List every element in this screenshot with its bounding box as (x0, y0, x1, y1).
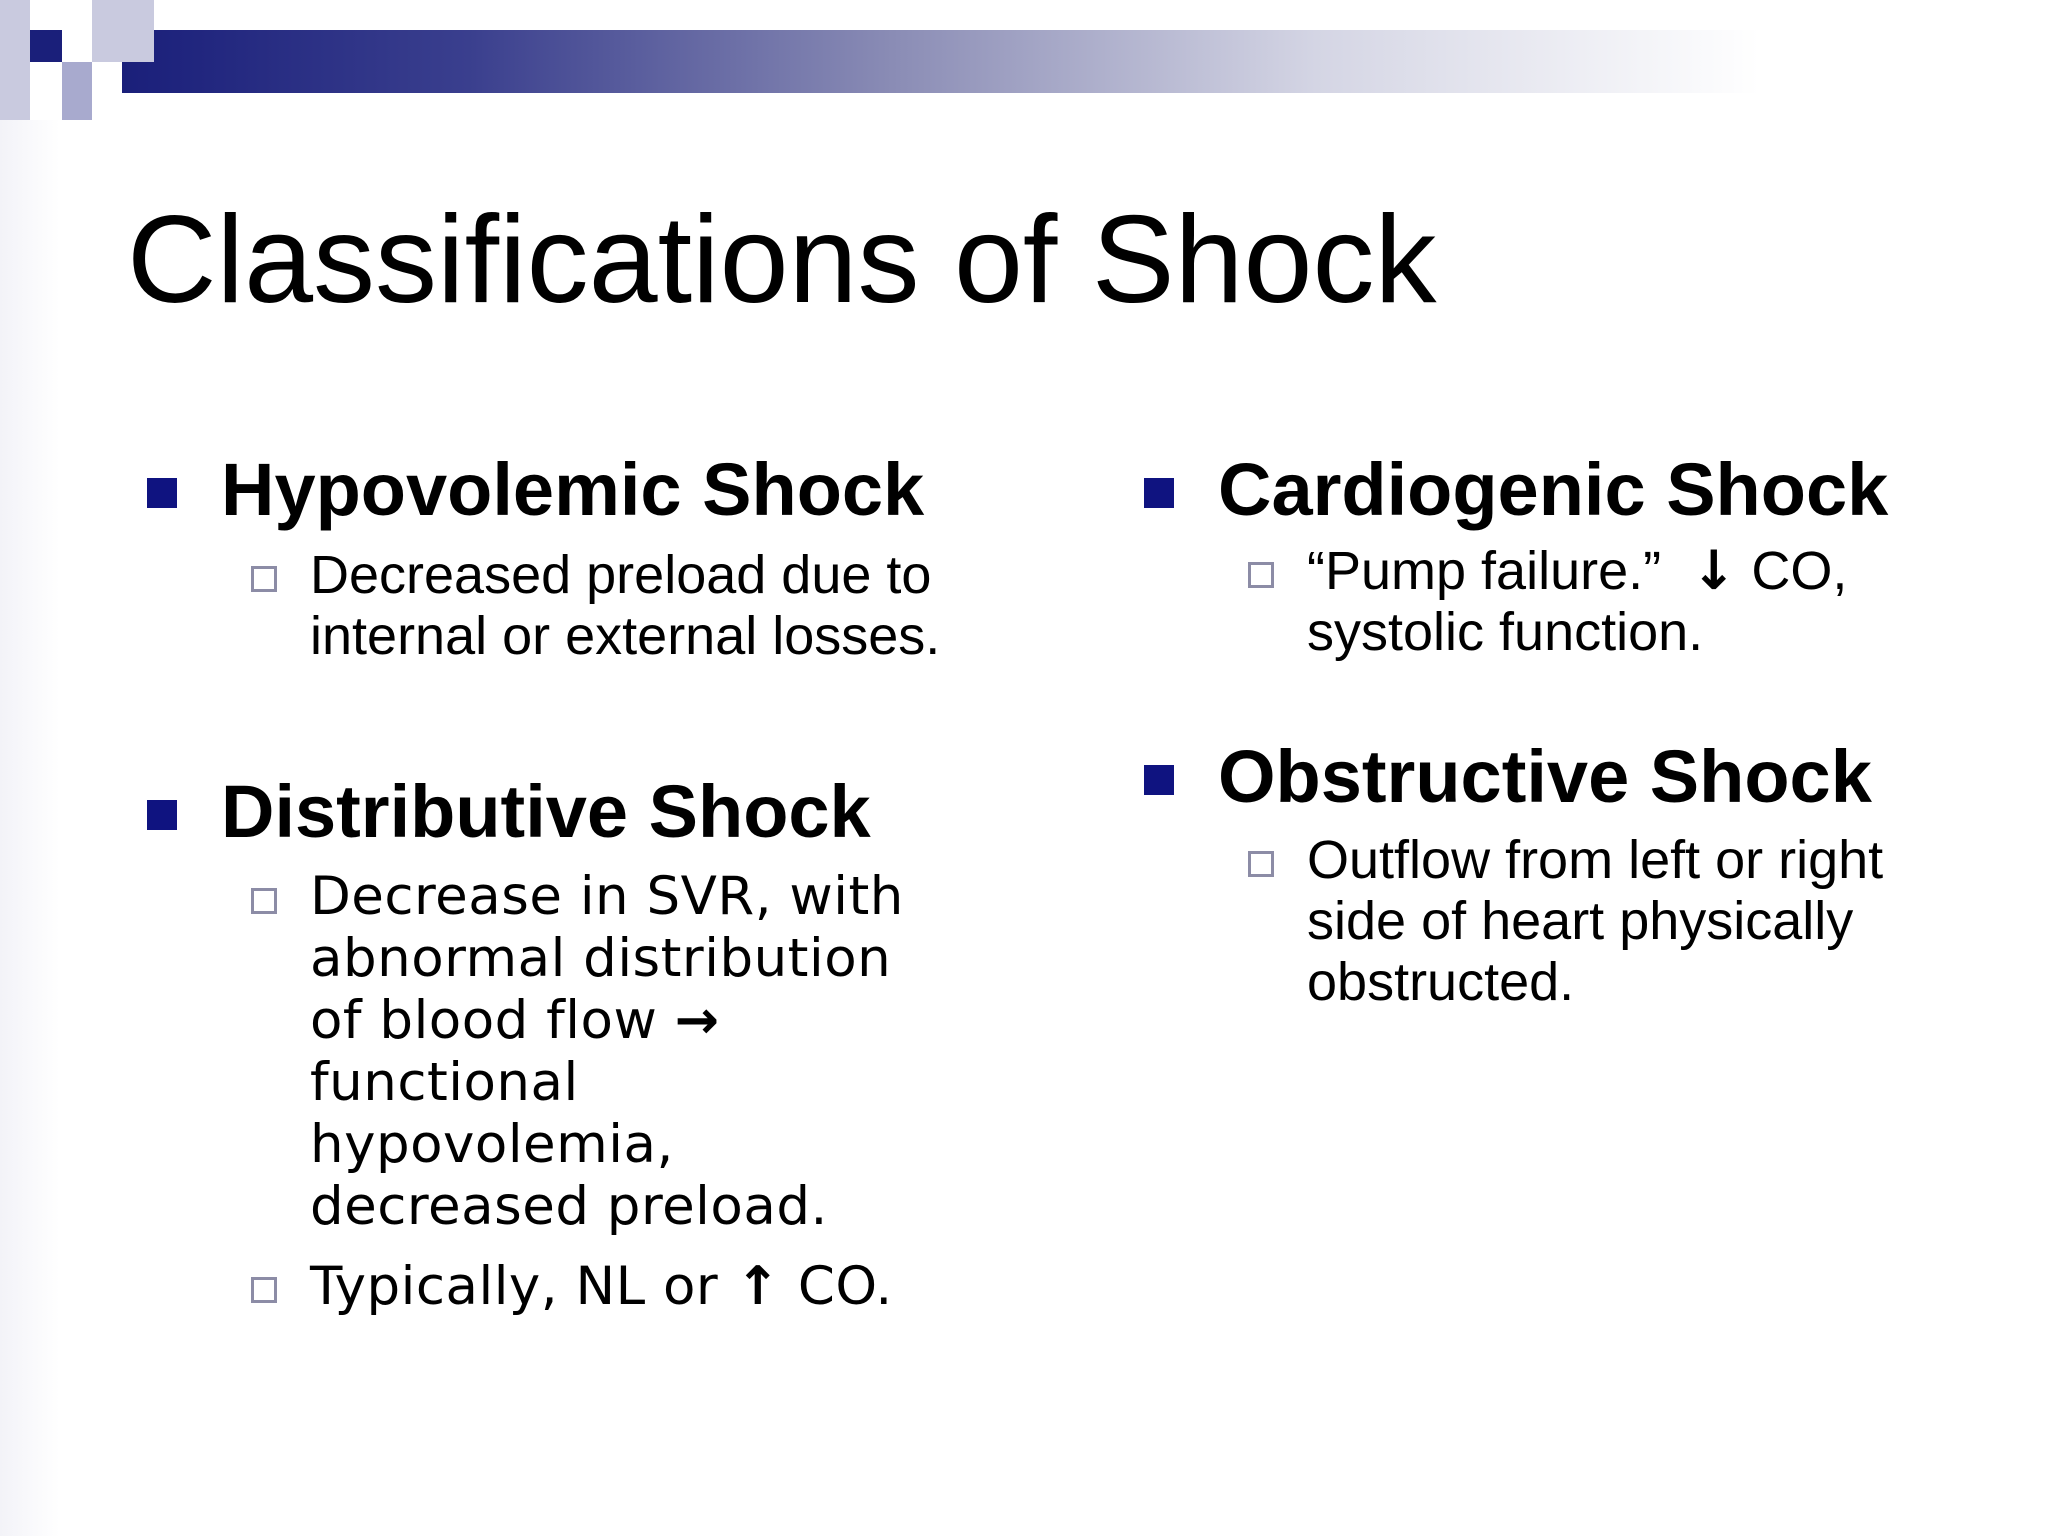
sub-bullet-box (251, 566, 277, 592)
section-heading: Cardiogenic Shock (1218, 448, 1889, 531)
bullet-square (147, 478, 177, 508)
header-decor-square (92, 30, 154, 62)
sub-bullet-text (1307, 540, 1847, 663)
text-line: decreased preload. (310, 1176, 828, 1237)
header-decor-square (92, 0, 154, 30)
text-line: internal or external losses. (310, 606, 941, 666)
text-segment: “Pump failure.” (1307, 541, 1662, 601)
header-gradient-bar (122, 30, 2048, 93)
sub-bullet-box (251, 1277, 277, 1303)
sub-bullet-box (1248, 851, 1274, 877)
text-line: abnormal distribution (310, 928, 892, 989)
text-segment: of blood flow (310, 990, 658, 1051)
section-heading: Hypovolemic Shock (221, 448, 925, 531)
text-line: systolic function. (1307, 602, 1704, 662)
header-decor-square-dark (30, 30, 62, 62)
section-heading: Distributive Shock (221, 770, 871, 853)
text-line: side of heart physically (1307, 891, 1854, 951)
header-decor-square (0, 0, 30, 120)
section-heading: Obstructive Shock (1218, 735, 1872, 818)
text-segment: CO. (797, 1256, 893, 1317)
left-decorative-band (0, 120, 60, 1536)
text-segment: CO, (1751, 541, 1848, 601)
bullet-square (1144, 478, 1174, 508)
sub-bullet-text (1307, 830, 1883, 1013)
sub-bullet-box (251, 888, 277, 914)
right-arrow-icon: → (674, 990, 720, 1051)
text-segment: Typically, NL or (310, 1256, 719, 1317)
text-line (1307, 540, 1847, 602)
sub-bullet-box (1248, 562, 1274, 588)
text-line: Decreased preload due to (310, 545, 932, 605)
sub-bullet-text (310, 1256, 893, 1318)
bullet-square (147, 800, 177, 830)
text-line: Outflow from left or right (1307, 830, 1884, 890)
text-line (310, 990, 904, 1052)
bullet-square (1144, 765, 1174, 795)
text-line: functional (310, 1052, 579, 1113)
text-line: Decrease in SVR, with (310, 866, 904, 927)
down-arrow-icon: ↓ (1691, 539, 1737, 602)
text-line: obstructed. (1307, 952, 1575, 1012)
text-line: hypovolemia, (310, 1114, 674, 1175)
up-arrow-icon: ↑ (735, 1256, 781, 1317)
slide-title: Classifications of Shock (127, 191, 1437, 329)
header-decor-square (62, 62, 92, 120)
sub-bullet-text (310, 866, 904, 1238)
sub-bullet-text (310, 545, 940, 667)
